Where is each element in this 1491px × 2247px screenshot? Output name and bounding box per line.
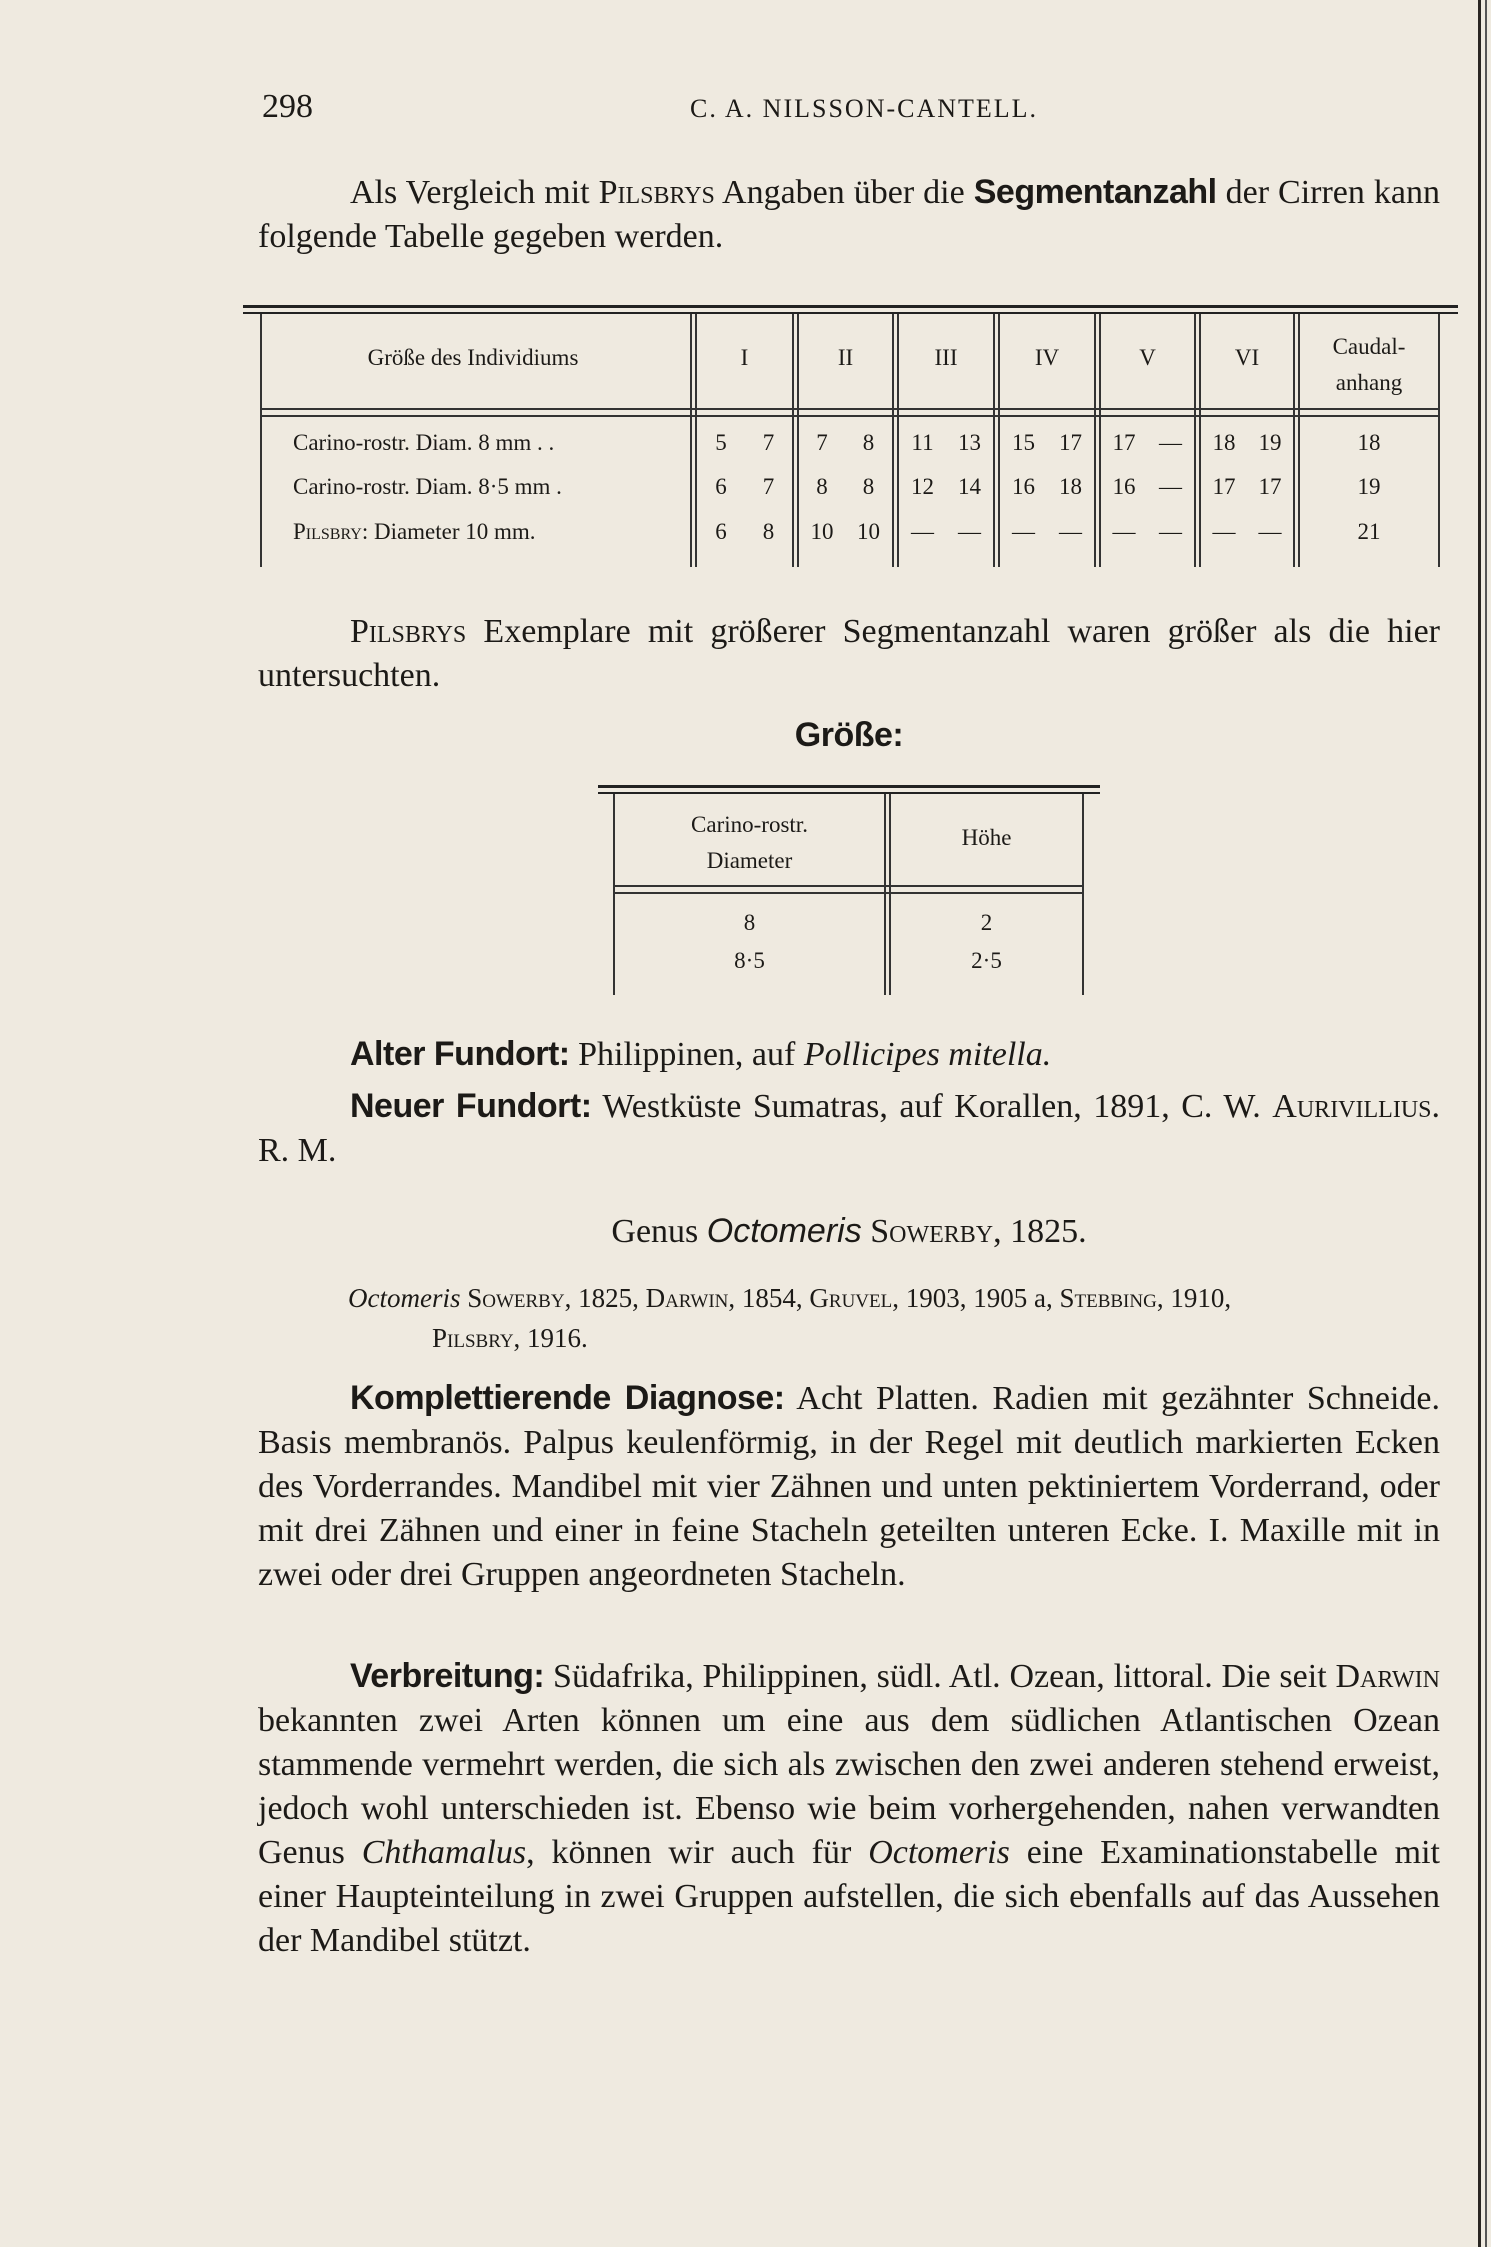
size-heading: Größe: (794, 716, 904, 754)
running-head: C. A. NILSSON-CANTELL. (690, 94, 1039, 123)
col-header-iv: IV (1034, 345, 1060, 370)
author-pilsbry: Pilsbrys (350, 613, 467, 650)
row-label-1: Carino-rostr. Diam. 8 mm . . (293, 430, 555, 455)
row-label-2: Carino-rostr. Diam. 8·5 mm . (293, 474, 562, 499)
comparison-paragraph: Pilsbrys Exemplare mit größerer Segmentanzahl waren größer als die hier untersuchten. (258, 613, 1440, 694)
synonymy: Octomeris Sowerby, 1825, Darwin, 1854, Gruvel, 1903, 1905 a, Stebbing, 1910, Pilsbry, 1916. (348, 1283, 1232, 1353)
col-header-size: Größe des Individiums (367, 345, 579, 370)
alter-fundort: Alter Fundort: Philippinen, auf Pollicipes mitella. (350, 1035, 1052, 1073)
author-pilsbry: Pilsbrys (598, 174, 715, 211)
col-header-vi: VI (1234, 345, 1260, 370)
col-header-iii: III (934, 345, 958, 370)
page-edge-shadow (1478, 0, 1481, 2247)
intro-paragraph: Als Vergleich mit Pilsbrys Angaben über die Segmentanzahl der Cirren kann folgende Tabelle gegeben werden. (258, 173, 1440, 255)
page-number: 298 (262, 88, 313, 125)
col-header-caudal: Caudal- anhang (1332, 334, 1406, 395)
size-table: Carino-rostr. Diameter Höhe 8 2 8·5 2·5 (598, 785, 1100, 995)
page-edge-shadow-outer (1485, 0, 1487, 2247)
page-header (262, 88, 1432, 128)
row-label-3: Pilsbry: Diameter 10 mm. (293, 519, 536, 544)
col-header-height: Höhe (961, 825, 1012, 850)
col-header-ii: II (837, 345, 854, 370)
genus-heading: Genus Octomeris Sowerby, 1825. (611, 1212, 1087, 1250)
neuer-fundort: Neuer Fundort: Westküste Sumatras, auf Korallen, 1891, C. W. Aurivillius. R. M. (258, 1087, 1440, 1169)
verbreitung-paragraph: Verbreitung: Südafrika, Philippinen, südl. Atl. Ozean, littoral. Die seit Darwin bekannten zwei Arten können um eine aus dem südlichen Atlantischen Ozean stammende vermehrt werden, die sich als zwischen den zwei anderen stehend erweist, jedoch wohl unterschieden ist. Ebenso wie beim vorhergehenden, nahen verwandten Genus Chthamalus, können wir auch für Octomeris eine Examinationstabelle mit einer Haupteinteilung in zwei Gruppen aufstellen, die sich ebenfalls auf das Aussehen der Mandibel stützt. (258, 1657, 1440, 1959)
col-header-v: V (1139, 345, 1156, 370)
col-header-i: I (740, 345, 749, 370)
diagnose-paragraph: Komplettierende Diagnose: Acht Platten. Radien mit gezähnter Schneide. Basis membranös. Palpus keulenförmig, in der Regel mit deutlich markierten Ecken des Vorderrandes. Mandibel mit vier Zähnen und unten pektiniertem Vorderrand, oder mit drei Zähnen und einer in feine Stacheln geteilten unteren Ecke. I. Maxille mit in zwei oder drei Gruppen angeordneten Stacheln. (258, 1379, 1440, 1593)
col-header-diameter: Carino-rostr. Diameter (691, 812, 808, 873)
cirri-segment-table: Größe des Individiums I II III IV V VI Caudal- anhang Carino-rostr. Diam. 8 mm . . 5 7 7 8 11 13 15 17 17 — 18 19 18 Carino-rostr. Diam. 8·5 mm . 6 7 8 8 12 14 16 18 16 — 17 17 19 Pilsbry: Diameter 10 mm. 6 8 10 10 — — — — — — — — 21 (243, 305, 1458, 567)
bold-term: Segmentanzahl (973, 173, 1217, 211)
